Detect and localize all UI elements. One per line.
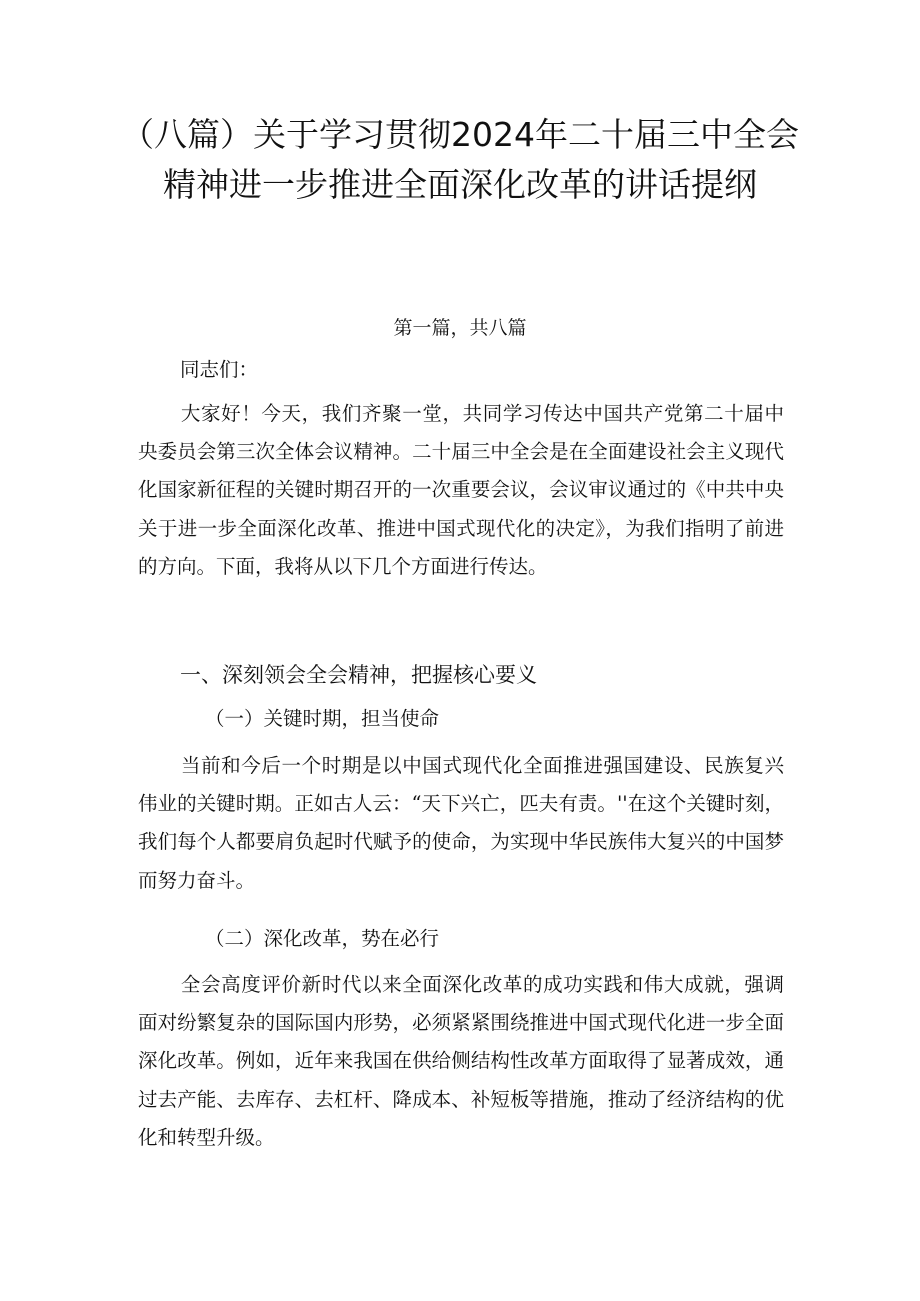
section-heading-1: 一、深刻领会全会精神，把握核心要义	[180, 663, 537, 687]
subsection-paragraph-2: 全会高度评价新时代以来全面深化改革的成功实践和伟大成就，强调面对纷繁复杂的国际国内形势，必须紧紧围绕推进中国式现代化进一步全面深化改革。例如，近年来我国在供给侧结构性改革方面取得了显著成效，通过去产能、去库存、去杠杆、降成本、补短板等措施，推动了经济结构的优化和转型升级。	[138, 973, 784, 1149]
subsection-heading-1: （一）关键时期，担当使命	[205, 707, 440, 730]
subsection-paragraph-1: 当前和今后一个时期是以中国式现代化全面推进强国建设、民族复兴伟业的关键时期。正如古人云：“天下兴亡，匹夫有责。''在这个关键时刻，我们每个人都要肩负起时代赋予的使命，为实现中华民族伟大复兴的中国梦而努力奋斗。	[138, 754, 784, 892]
subsection-heading-2: （二）深化改革，势在必行	[205, 927, 440, 950]
intro-paragraph: 大家好！今天，我们齐聚一堂，共同学习传达中国共产党第二十届中央委员会第三次全体会议精神。二十届三中全会是在全面建设社会主义现代化国家新征程的关键时期召开的一次重要会议，会议审议通过的《中共中央关于进一步全面深化改革、推进中国式现代化的决定》，为我们指明了前进的方向。下面，我将从以下几个方面进行传达。	[138, 402, 784, 578]
article-subtitle: 第一篇，共八篇	[393, 317, 527, 339]
salutation: 同志们：	[180, 358, 259, 381]
document-title: （八篇）关于学习贯彻2024年二十届三中全会精神进一步推进全面深化改革的讲话提纲	[121, 115, 799, 204]
